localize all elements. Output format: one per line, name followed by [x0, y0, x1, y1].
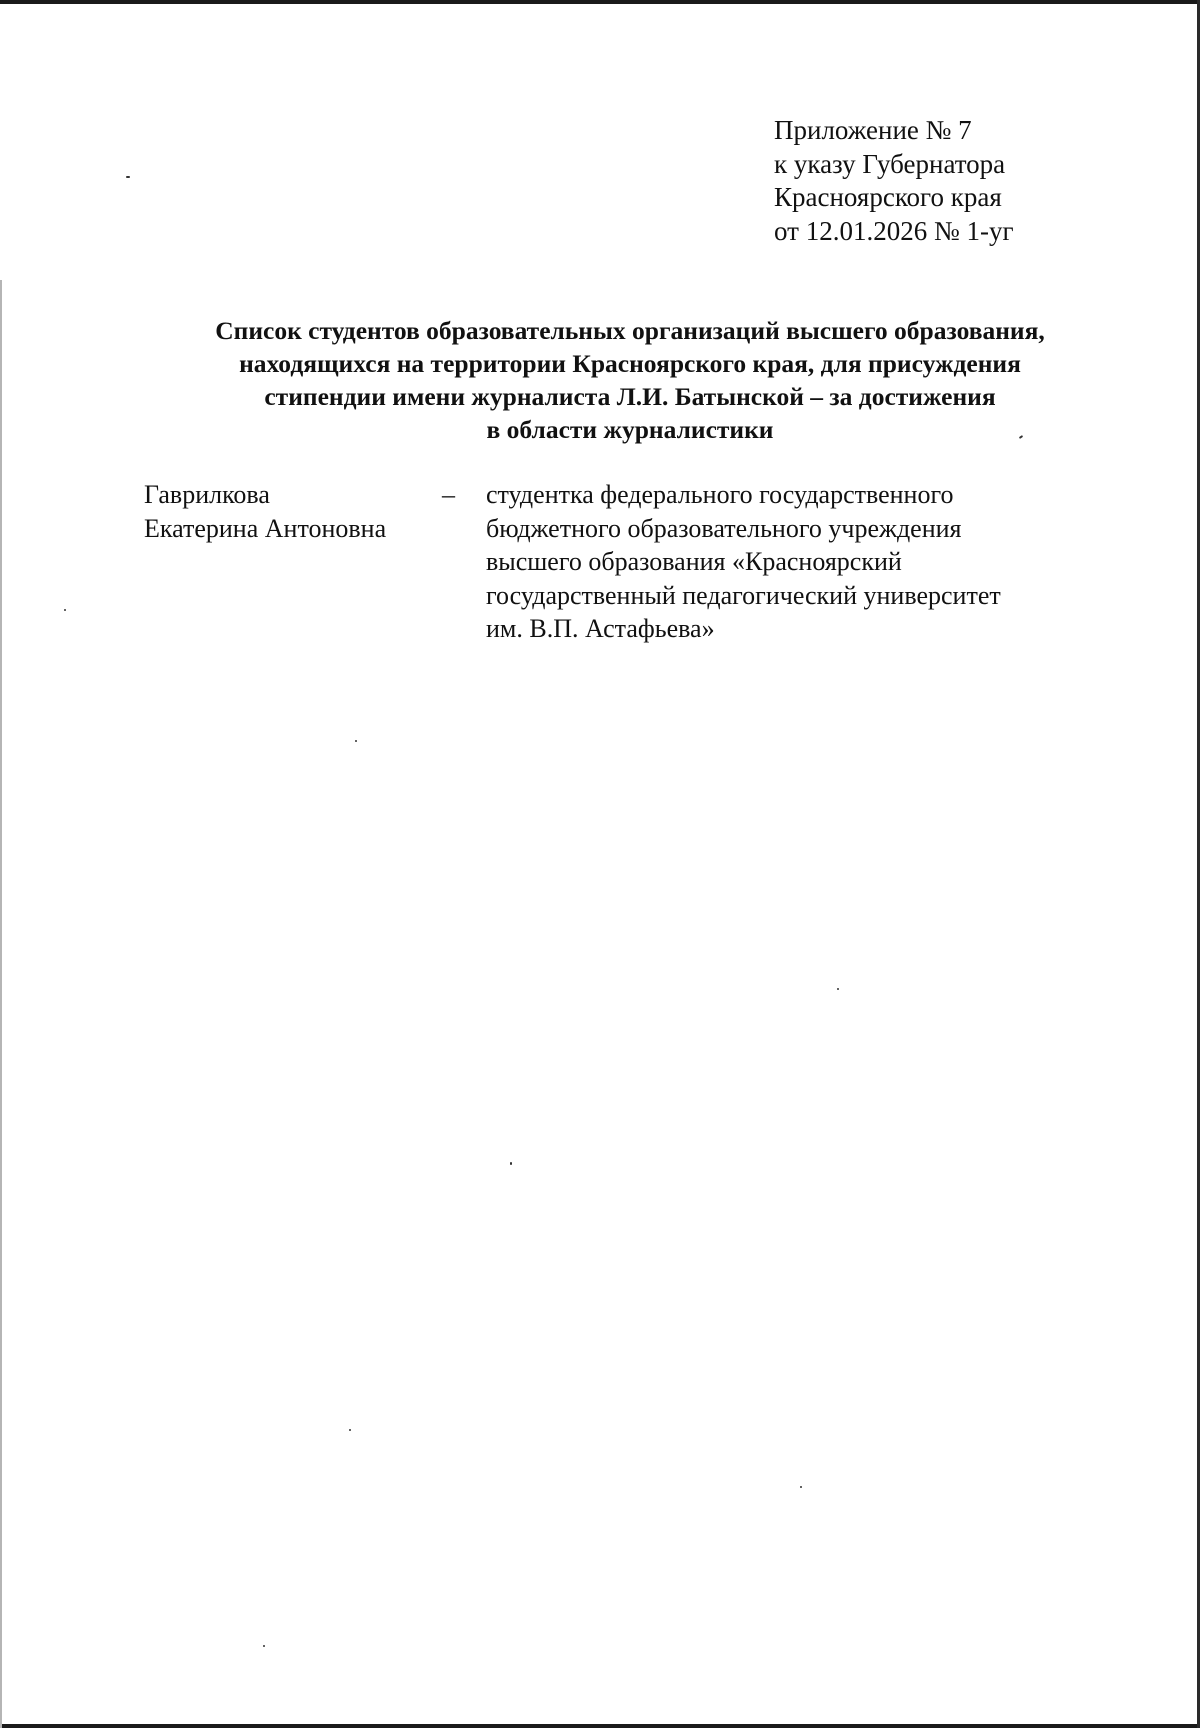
description-line-2: бюджетного образовательного учреждения: [486, 513, 962, 543]
title-line-4: в области журналистики: [486, 415, 774, 444]
student-given-names: Екатерина Антоновна: [144, 513, 387, 543]
scan-speck: [800, 1486, 802, 1488]
scan-speck: [355, 740, 357, 742]
title-line-1: Список студентов образовательных организаций высшего образования,: [215, 316, 1045, 345]
scan-speck: [126, 176, 130, 178]
title-line-3: стипендии имени журналиста Л.И. Батынской – за достижения: [264, 382, 996, 411]
scan-speck: [510, 1162, 512, 1165]
title-line-2: находящихся на территории Красноярского края, для присуждения: [239, 349, 1021, 378]
appendix-line-decree: к указу Губернатора: [774, 148, 1006, 179]
scan-edge-left: [0, 280, 2, 1728]
scan-speck: [263, 1645, 265, 1647]
scan-speck: [837, 988, 839, 990]
description-line-3: высшего образования «Красноярский: [486, 547, 902, 576]
appendix-line-region: Красноярского края: [774, 182, 1002, 212]
description-line-5: им. В.П. Астафьева»: [486, 614, 715, 643]
scan-edge-bottom: [0, 1724, 1200, 1728]
appendix-reference: [774, 114, 1014, 248]
appendix-line-number: Приложение № 7: [774, 115, 972, 145]
scan-speck: [64, 609, 66, 611]
scan-edge-top: [0, 0, 1200, 4]
student-description: [486, 478, 1001, 646]
student-surname: Гаврилкова: [144, 480, 270, 509]
student-name: [144, 478, 386, 545]
description-line-1: студентка федерального государственного: [486, 480, 954, 509]
entry-dash: –: [442, 480, 455, 509]
scan-speck: [349, 1429, 351, 1431]
appendix-line-date: от 12.01.2026 № 1-уг: [774, 215, 1014, 246]
document-title: [100, 314, 1160, 446]
description-line-4: государственный педагогический университет: [486, 580, 1001, 610]
